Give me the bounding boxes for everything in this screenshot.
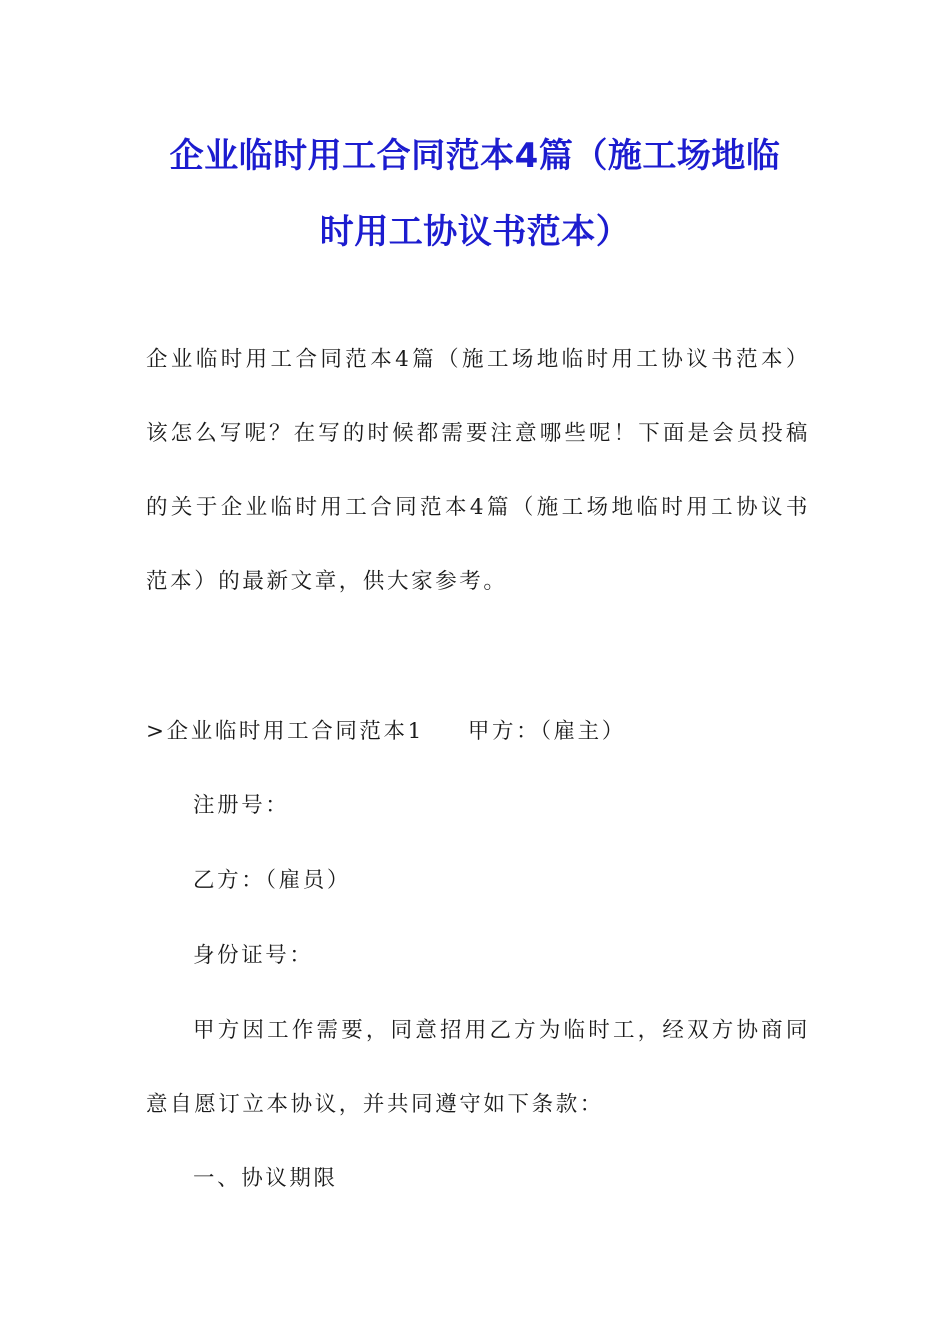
title-line-1: 企业临时用工合同范本4篇（施工场地临 <box>169 136 781 176</box>
party-b-label: 乙方：（雇员） <box>193 868 351 893</box>
intro-paragraph: 企业临时用工合同范本4篇（施工场地临时用工协议书范本）该怎么写呢？在写的时候都需要注意哪些呢！下面是会员投稿的关于企业临时用工合同范本4篇（施工场地临时用工协议书范本）的最新文章，供大家参考。 <box>146 347 810 594</box>
clause-1-heading: 一、协议期限 <box>193 1166 338 1191</box>
agreement-paragraph: 甲方因工作需要，同意招用乙方为临时工，经双方协商同意自愿订立本协议，并共同遵守如下条款： <box>146 1018 810 1117</box>
registration-number-label: 注册号： <box>193 793 290 818</box>
id-number-label: 身份证号： <box>193 943 314 968</box>
party-a-label: 甲方：（雇主） <box>467 719 626 744</box>
document-title <box>120 118 830 270</box>
section-heading: >企业临时用工合同范本1 <box>146 719 424 744</box>
section-heading-line <box>146 717 626 747</box>
title-line-2: 时用工协议书范本） <box>319 212 631 252</box>
